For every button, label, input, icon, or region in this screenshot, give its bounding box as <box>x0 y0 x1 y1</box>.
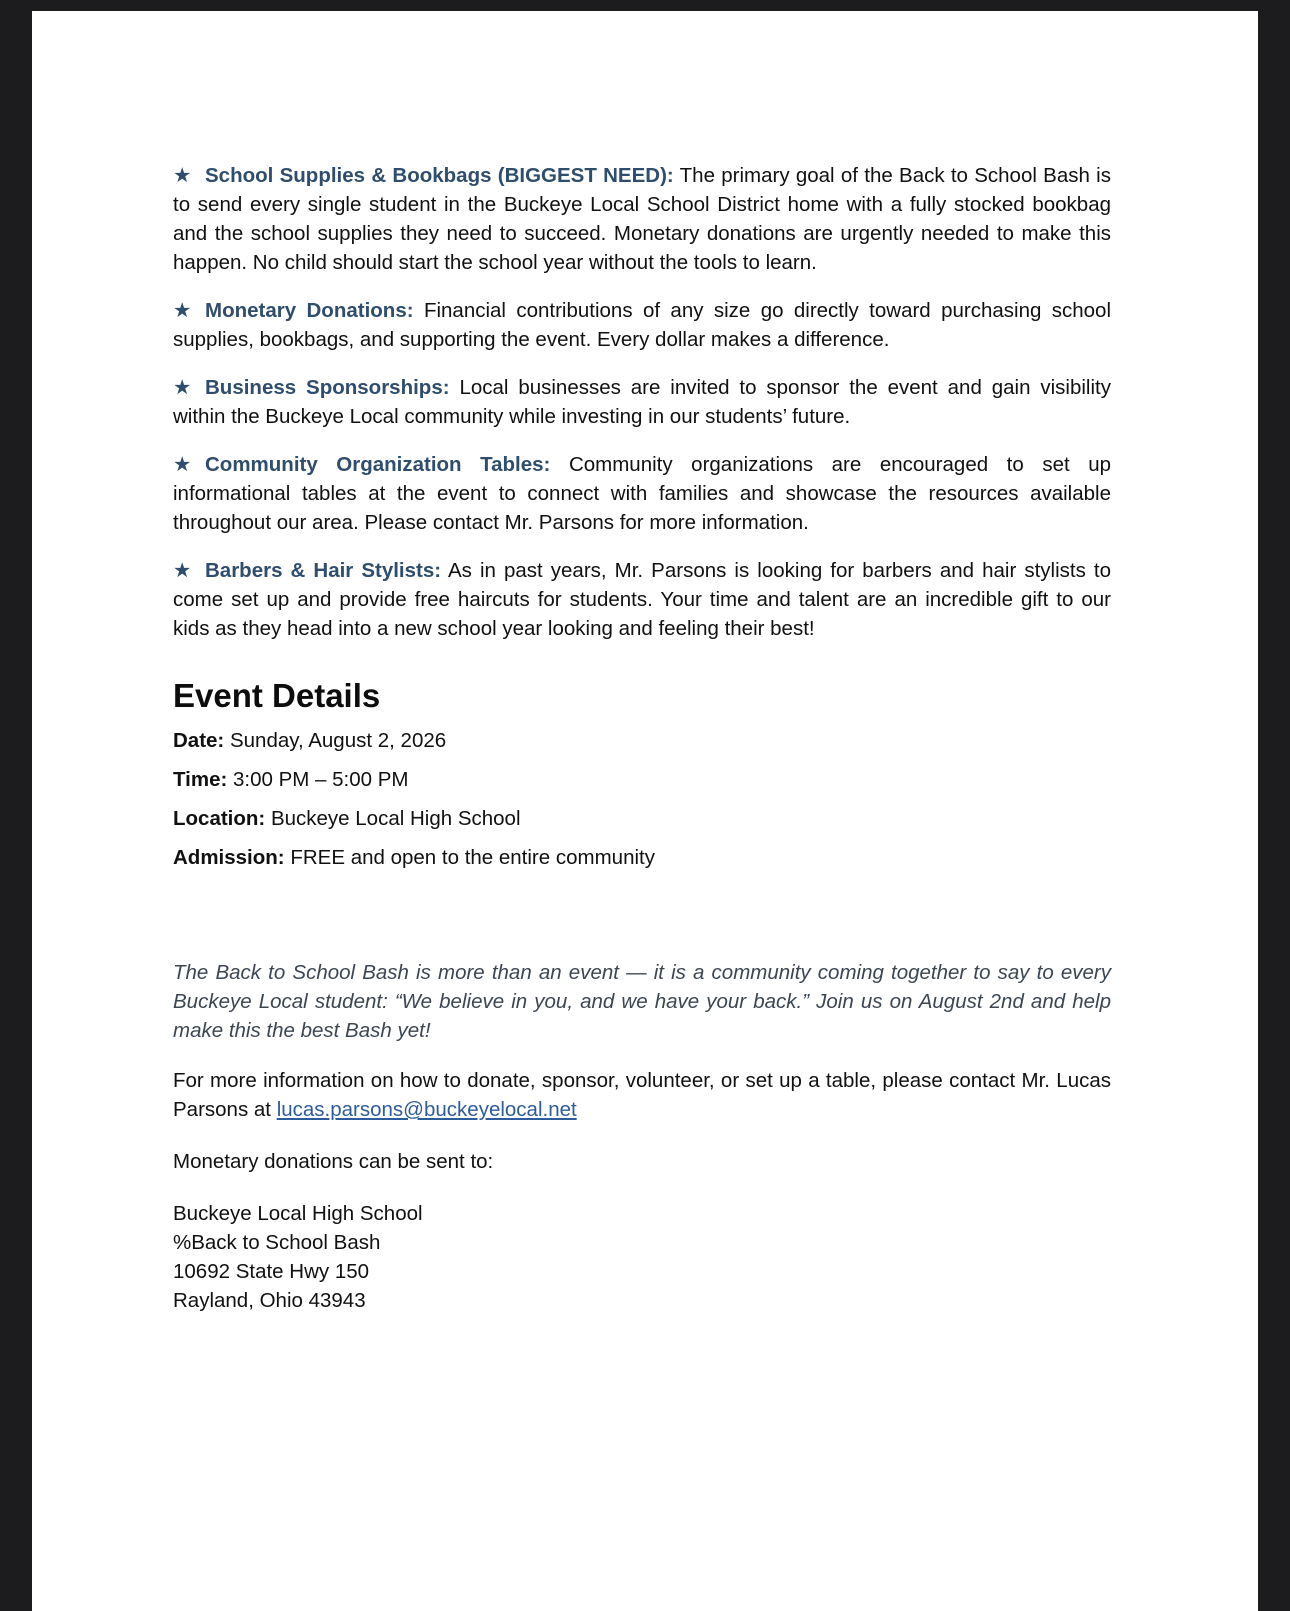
closing-quote: The Back to School Bash is more than an event — it is a community coming together to say to every Buckeye Local student: “We believe in you, and we have your back.” Join us on August 2nd and help make this the best Bash yet! <box>173 961 1111 1042</box>
need-title: Monetary Donations: <box>205 299 414 322</box>
need-item-community-tables <box>173 450 1111 537</box>
need-title: Business Sponsorships: <box>205 376 450 399</box>
need-text: Community organizations are encouraged to set up informational tables at the event to connect with families and showcase the resources available throughout our area. Please contact Mr. Parsons for more information. <box>173 453 1112 534</box>
need-text: As in past years, Mr. Parsons is looking for barbers and hair stylists to come set up and provide free haircuts for students. Your time and talent are an incredible gift to our kids as they head into a new school year looking and feeling their best! <box>173 559 1111 640</box>
contact-text: For more information on how to donate, sponsor, volunteer, or set up a table, please contact Mr. Lucas Parsons at <box>173 1069 1111 1121</box>
star-icon: ★ <box>173 299 192 322</box>
need-title: School Supplies & Bookbags (BIGGEST NEED): <box>205 164 674 187</box>
address-line: %Back to School Bash <box>173 1231 381 1254</box>
need-title: Barbers & Hair Stylists: <box>205 559 442 582</box>
address-line: Buckeye Local High School <box>173 1202 423 1225</box>
detail-label: Location: <box>173 807 266 830</box>
address-line: Rayland, Ohio 43943 <box>173 1289 366 1312</box>
need-title: Community Organization Tables: <box>205 453 551 476</box>
document-page <box>32 11 1258 1611</box>
donation-intro: Monetary donations can be sent to: <box>173 1150 494 1173</box>
address-line: 10692 State Hwy 150 <box>173 1260 370 1283</box>
detail-value: Buckeye Local High School <box>270 807 521 830</box>
event-detail-location <box>173 804 1111 834</box>
detail-label: Admission: <box>173 846 285 869</box>
event-details-list <box>173 726 1111 873</box>
detail-label: Time: <box>173 768 228 791</box>
detail-value: Sunday, August 2, 2026 <box>229 729 447 752</box>
event-details-heading: Event Details <box>173 677 381 714</box>
star-icon: ★ <box>173 164 192 187</box>
need-text: Local businesses are invited to sponsor the event and gain visibility within the Buckeye Local community while investing in our students’ future. <box>173 376 1111 428</box>
document-content <box>173 161 1111 1315</box>
need-text: The primary goal of the Back to School Bash is to send every single student in the Buckeye Local School District home with a fully stocked bookbag and the school supplies they need to succeed. Monetary donations are urgently needed to make this happen. No child should start the school year without the tools to learn. <box>173 164 1111 274</box>
need-item-school-supplies <box>173 161 1111 277</box>
need-item-barbers <box>173 556 1111 643</box>
need-text: Financial contributions of any size go directly toward purchasing school supplies, bookbags, and supporting the event. Every dollar makes a difference. <box>173 299 1111 351</box>
detail-label: Date: <box>173 729 225 752</box>
event-detail-time <box>173 765 1111 795</box>
mailing-address <box>173 1199 1111 1315</box>
needs-list <box>173 161 1111 643</box>
detail-value: 3:00 PM – 5:00 PM <box>233 768 409 791</box>
event-detail-admission <box>173 843 1111 873</box>
contact-paragraph <box>173 1066 1111 1124</box>
event-detail-date <box>173 726 1111 756</box>
star-icon: ★ <box>173 376 192 399</box>
star-icon: ★ <box>173 559 192 582</box>
detail-value: FREE and open to the entire community <box>290 846 655 869</box>
contact-email-link[interactable]: lucas.parsons@buckeyelocal.net <box>276 1098 577 1121</box>
need-item-monetary-donations <box>173 296 1111 354</box>
need-item-business-sponsorships <box>173 373 1111 431</box>
star-icon: ★ <box>173 453 192 476</box>
